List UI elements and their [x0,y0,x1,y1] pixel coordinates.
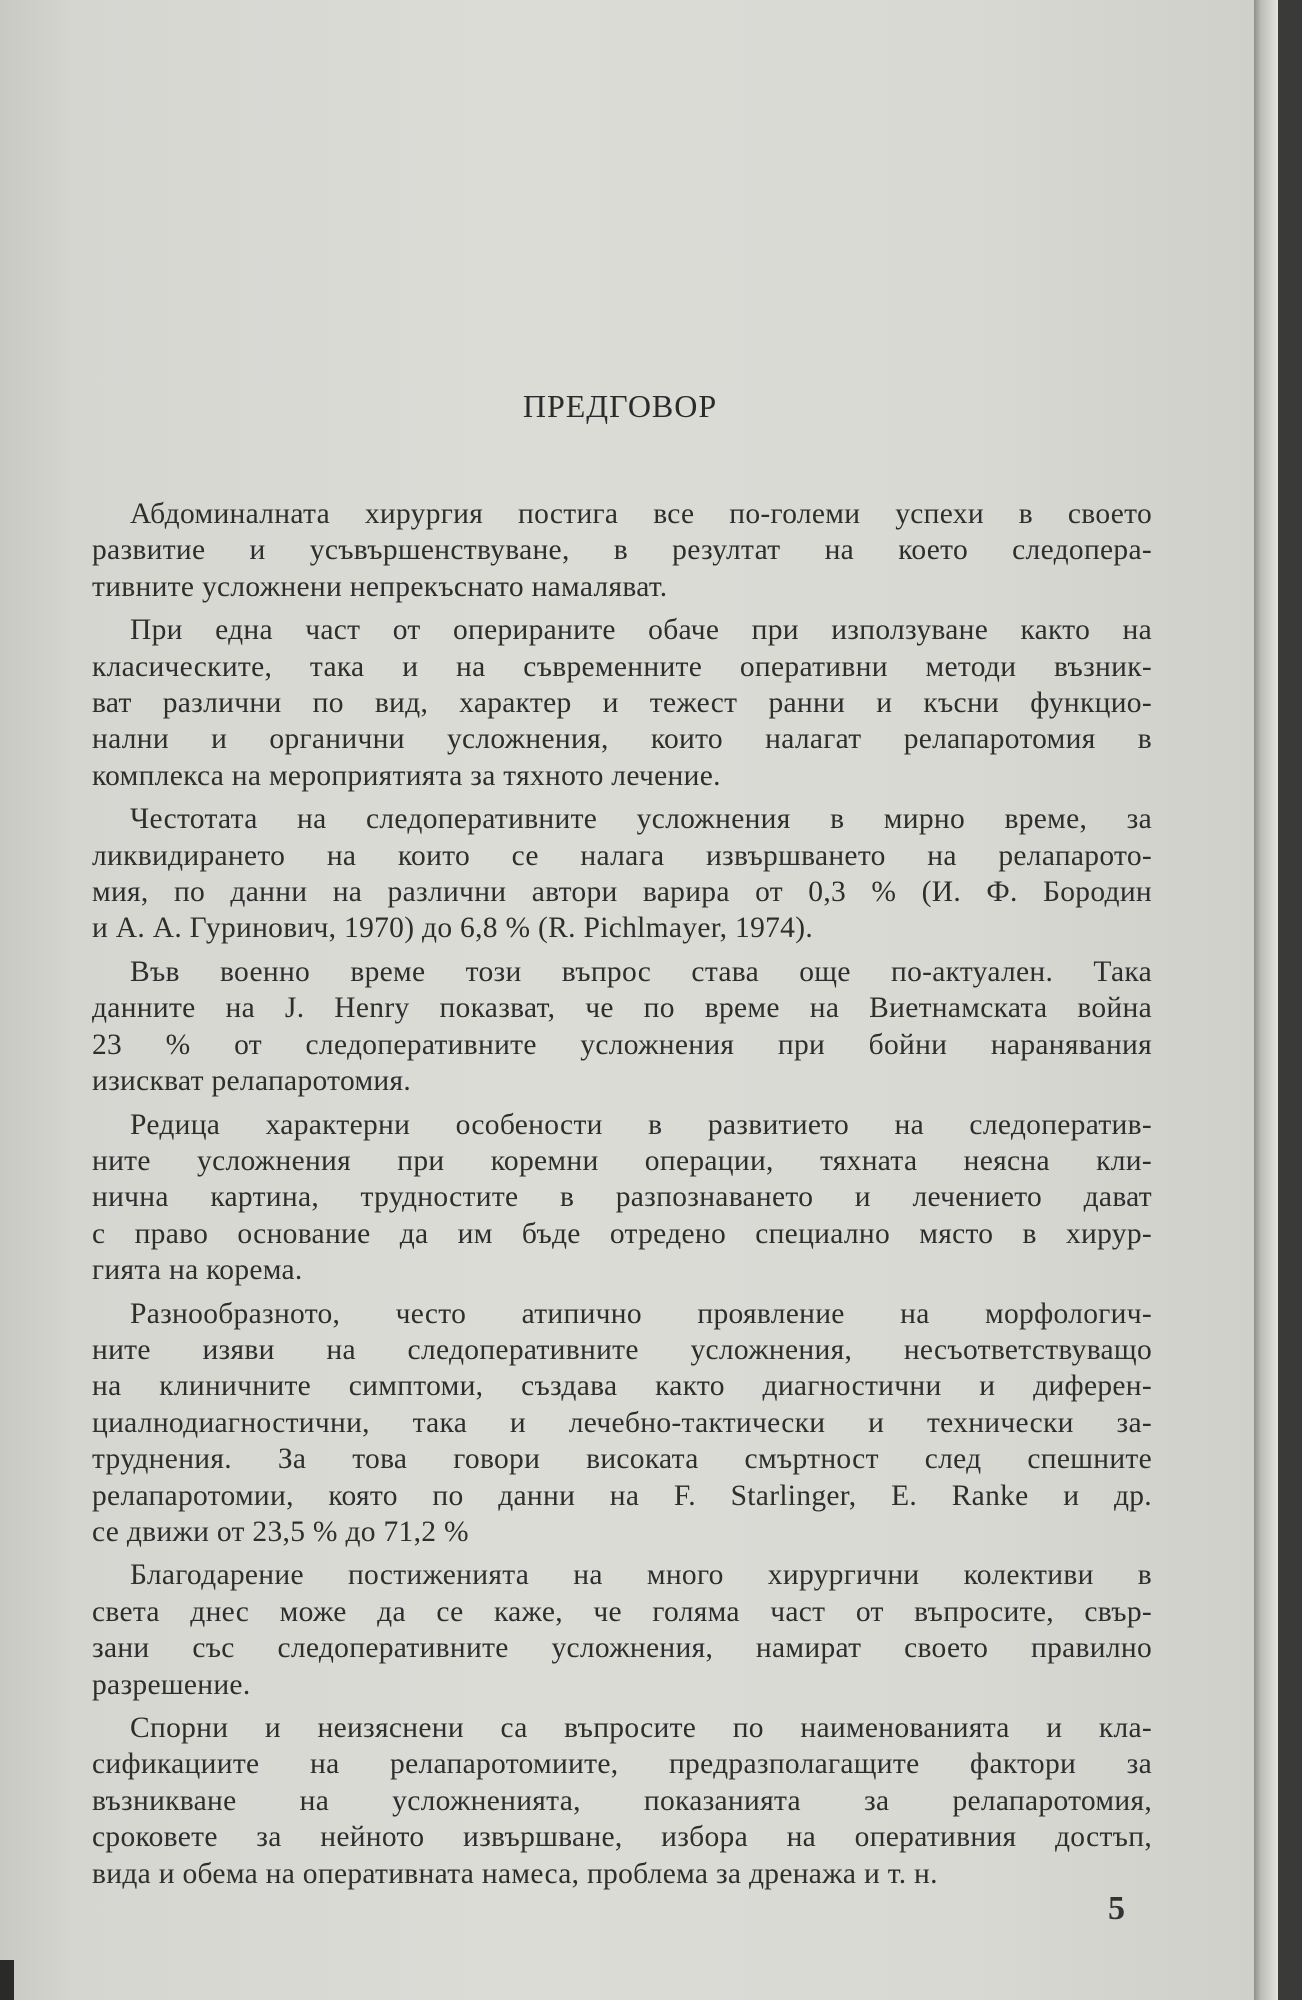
text-line: труднения. За това говори високата смъртност след спешните [92,1443,1152,1476]
text-line: Абдоминалната хирургия постига все по-големи успехи в своето [130,498,1152,530]
paragraph [92,496,1152,605]
paragraph [92,801,1152,947]
paragraph [92,1107,1152,1289]
text-line: разрешение. [92,1668,251,1701]
text-line: данните на J. Henry показват, че по време на Виетнамската война [92,992,1152,1025]
paragraph [92,612,1152,794]
text-line: циалнодиагностични, така и лечебно-тактически и технически за- [92,1406,1152,1439]
text-line: и А. А. Гуринович, 1970) до 6,8 % (R. Pichlmayer, 1974). [92,912,814,945]
text-line: релапаротомии, която по данни на F. Starlinger, E. Ranke и др. [92,1479,1152,1512]
binding-shadow [0,1960,14,2000]
text-line: 23 % от следоперативните усложнения при бойни наранявания [92,1028,1152,1061]
text-line: гията на корема. [92,1254,303,1287]
text-line: вида и обема на оперативната намеса, проблема за дренажа и т. н. [92,1857,938,1890]
text-line: Благодарение постиженията на много хирургични колективи в [130,1559,1152,1592]
text-line: на клиничните симптоми, създава както диагностични и диферен- [92,1370,1152,1403]
paragraph [92,954,1152,1100]
text-line: тивните усложнени непрекъснато намаляват. [92,570,668,603]
paragraph [92,1710,1152,1892]
text-line: ните изяви на следоперативните усложнения, несъответствуващо [92,1333,1152,1366]
text-line: ните усложнения при коремни операции, тяхната неясна кли- [92,1144,1152,1177]
text-line: сификациите на релапаротомиите, предразполагащите фактори за [92,1748,1152,1781]
text-line: се движи от 23,5 % до 71,2 % [92,1515,469,1548]
text-line: сроковете за нейното извършване, избора на оперативния достъп, [92,1821,1152,1854]
page-title: ПРЕДГОВОР [522,388,718,424]
text-line: Редица характерни особености в развитието на следоператив- [130,1108,1152,1141]
paragraph [92,1296,1152,1551]
text-line: възникване на усложненията, показанията за релапаротомия, [92,1784,1152,1817]
text-line: мия, по данни на различни автори варира от 0,3 % (И. Ф. Бородин [92,876,1152,909]
text-line: Във военно време този въпрос става още по-актуален. Така [130,955,1152,988]
text-line: света днес може да се каже, че голяма част от въпросите, свър- [92,1595,1152,1628]
page-number: 5 [1108,1890,1125,1927]
paragraph [92,1557,1152,1703]
page-edge [1254,0,1278,2000]
text-line: зани със следоперативните усложнения, намират своето правилно [92,1632,1152,1665]
text-line: с право основание да им бъде отредено специално място в хирур- [92,1217,1152,1250]
text-line: комплекса на мероприятията за тяхното лечение. [92,759,721,792]
text-line: нична картина, трудностите в разпознаването и лечението дават [92,1181,1152,1214]
text-line: класическите, така и на съвременните оперативни методи възник- [92,650,1152,683]
text-line: При една част от оперираните обаче при използуване както на [130,614,1152,647]
text-line: изискват релапаротомия. [92,1065,412,1098]
text-line: Разнообразното, често атипично проявление на морфологич- [130,1297,1152,1330]
text-line: нални и органични усложнения, които налагат релапаротомия в [92,723,1152,756]
text-line: Спорни и неизяснени са въпросите по наименованията и кла- [130,1712,1152,1744]
body-text [92,496,1152,1899]
text-line: Честотата на следоперативните усложнения в мирно време, за [130,803,1152,836]
text-line: развитие и усъвършенствуване, в резултат на което следопера- [92,534,1152,567]
text-line: ват различни по вид, характер и тежест ранни и късни функцио- [92,687,1152,720]
text-line: ликвидирането на които се налага извършването на релапарото- [92,839,1152,872]
